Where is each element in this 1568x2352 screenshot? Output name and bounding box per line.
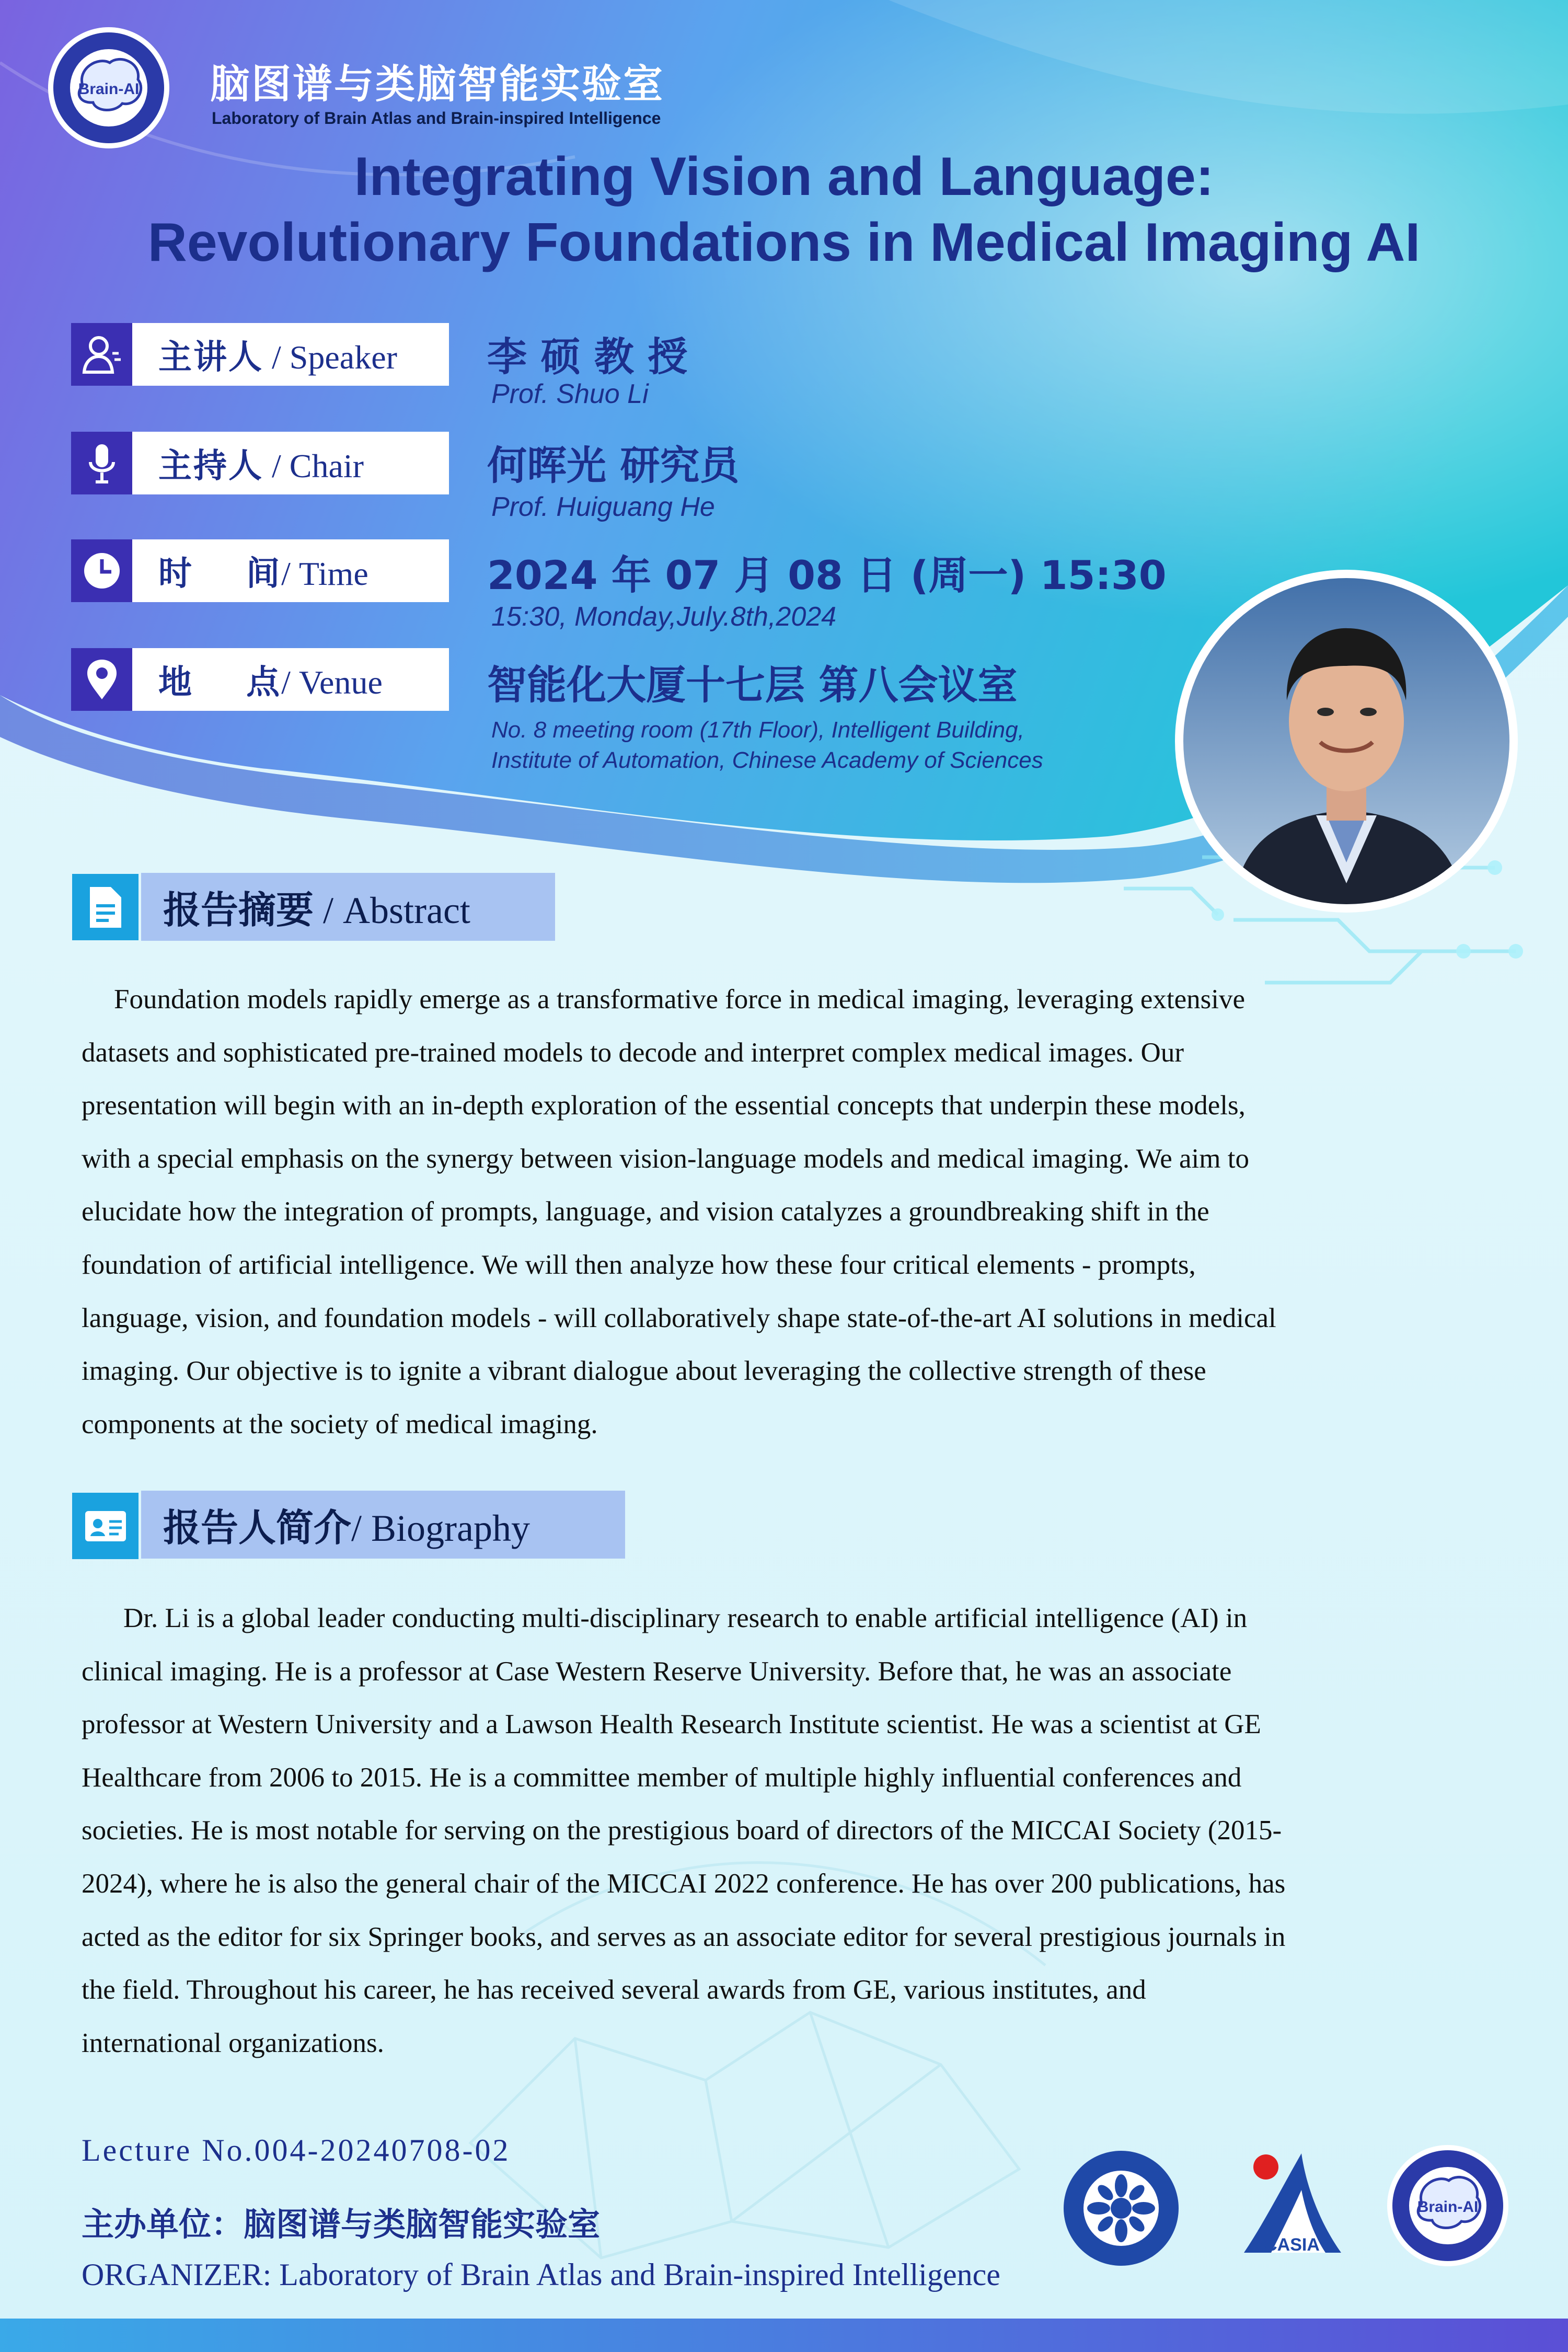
svg-text:CASIA: CASIA (1264, 2235, 1320, 2255)
svg-text:Brain-AI: Brain-AI (1417, 2198, 1479, 2216)
biography-heading (141, 1491, 625, 1559)
speaker-name-en: Prof. Shuo Li (491, 379, 649, 409)
cas-logo (1061, 2148, 1181, 2268)
abstract-line: Foundation models rapidly emerge as a transformative force in medical imaging, leveraging extensive (114, 984, 1245, 1014)
abstract-line: presentation will begin with an in-depth exploration of the essential concepts that underpin these models, (82, 1090, 1246, 1121)
abstract-heading (141, 873, 555, 941)
time-value-cn: 2024 年 07 月 08 日 (周一) 15:30 (487, 552, 1167, 598)
brain-ai-logo (46, 25, 171, 151)
biography-line: professor at Western University and a Lawson Health Research Institute scientist. He was a scientist at GE (82, 1709, 1261, 1740)
venue-value-en-2: Institute of Automation, Chinese Academy of Sciences (491, 747, 1043, 773)
svg-text:Brain-AI: Brain-AI (78, 80, 140, 98)
lab-name-en: Laboratory of Brain Atlas and Brain-inspired Intelligence (212, 109, 661, 128)
chair-name-en: Prof. Huiguang He (491, 492, 715, 522)
casia-logo (1223, 2143, 1348, 2268)
abstract-text (82, 973, 1457, 1451)
speaker-label-cn: 主讲人 (158, 338, 263, 377)
organizer-en: ORGANIZER: Laboratory of Brain Atlas and Brain-inspired Intelligence (82, 2257, 1000, 2292)
time-label-en: / Time (281, 555, 368, 592)
abstract-line: with a special emphasis on the synergy between vision-language models and medical imaging. We aim to (82, 1143, 1249, 1174)
title-line-1: Integrating Vision and Language: (354, 146, 1214, 207)
location-pin-icon (71, 648, 132, 711)
biography-line: clinical imaging. He is a professor at Case Western Reserve University. Before that, he was an associate (82, 1656, 1232, 1687)
speaker-label (71, 323, 449, 386)
biography-line: Healthcare from 2006 to 2015. He is a committee member of multiple highly influential conferences and (82, 1762, 1242, 1793)
abstract-line: components at the society of medical imaging. (82, 1409, 598, 1439)
chair-label-en: / Chair (263, 447, 364, 485)
title-line-2: Revolutionary Foundations in Medical Imaging AI (147, 212, 1421, 273)
biography-line: the field. Throughout his career, he has received several awards from GE, various institutes, and (82, 1975, 1146, 2005)
organizer-cn: 主办单位：脑图谱与类脑智能实验室 (82, 2205, 601, 2243)
person-icon (71, 323, 132, 386)
venue-label-cn: 地 点 (158, 663, 282, 702)
clock-icon (71, 539, 132, 602)
biography-heading-cn: 报告人简介 (163, 1506, 352, 1550)
biography-heading-en: / Biography (351, 1507, 530, 1549)
venue-value-en-1: No. 8 meeting room (17th Floor), Intelligent Building, (491, 717, 1024, 743)
brain-ai-logo-footer (1385, 2143, 1511, 2268)
biography-line: Dr. Li is a global leader conducting multi-disciplinary research to enable artificial intelligence (AI) in (123, 1603, 1248, 1633)
abstract-line: elucidate how the integration of prompts, language, and vision catalyzes a groundbreaking shift in the (82, 1196, 1209, 1227)
microphone-icon (71, 432, 132, 494)
document-icon (72, 874, 139, 940)
abstract-line: language, vision, and foundation models - will collaboratively shape state-of-the-art AI solutions in medical (82, 1302, 1276, 1333)
venue-value-cn: 智能化大厦十七层 第八会议室 (487, 662, 1018, 708)
abstract-heading-cn: 报告摘要 (163, 888, 314, 932)
chair-label (71, 432, 449, 494)
chair-label-cn: 主持人 (158, 447, 263, 486)
venue-label-en: / Venue (281, 664, 383, 701)
biography-line: societies. He is most notable for serving on the prestigious board of directors of the MICCAI Society (2015- (82, 1815, 1282, 1846)
biography-text (82, 1592, 1470, 2070)
time-label-cn: 时 间 (158, 555, 282, 593)
biography-line: acted as the editor for six Springer books, and serves as an associate editor for several prestigious journals in (82, 1921, 1286, 1952)
biography-line: 2024), where he is also the general chair of the MICCAI 2022 conference. He has over 200 publications, has (82, 1868, 1286, 1899)
abstract-line: foundation of artificial intelligence. We will then analyze how these four critical elements - prompts, (82, 1249, 1196, 1280)
chair-name-cn: 何晖光 研究员 (487, 442, 740, 489)
speaker-photo (1175, 570, 1518, 913)
abstract-line: datasets and sophisticated pre-trained models to decode and interpret complex medical images. Our (82, 1037, 1184, 1068)
venue-label (71, 648, 449, 711)
id-card-icon (72, 1493, 139, 1559)
time-label (71, 539, 449, 602)
abstract-line: imaging. Our objective is to ignite a vibrant dialogue about leveraging the collective strength of these (82, 1356, 1206, 1387)
lab-name-cn: 脑图谱与类脑智能实验室 (210, 61, 664, 107)
lecture-number: Lecture No.004-20240708-02 (82, 2133, 511, 2167)
biography-line: international organizations. (82, 2027, 384, 2058)
time-value-en: 15:30, Monday,July.8th,2024 (491, 602, 837, 632)
speaker-name-cn: 李 硕 教 授 (487, 333, 688, 380)
speaker-label-en: / Speaker (263, 339, 397, 376)
abstract-heading-en: / Abstract (314, 890, 470, 931)
